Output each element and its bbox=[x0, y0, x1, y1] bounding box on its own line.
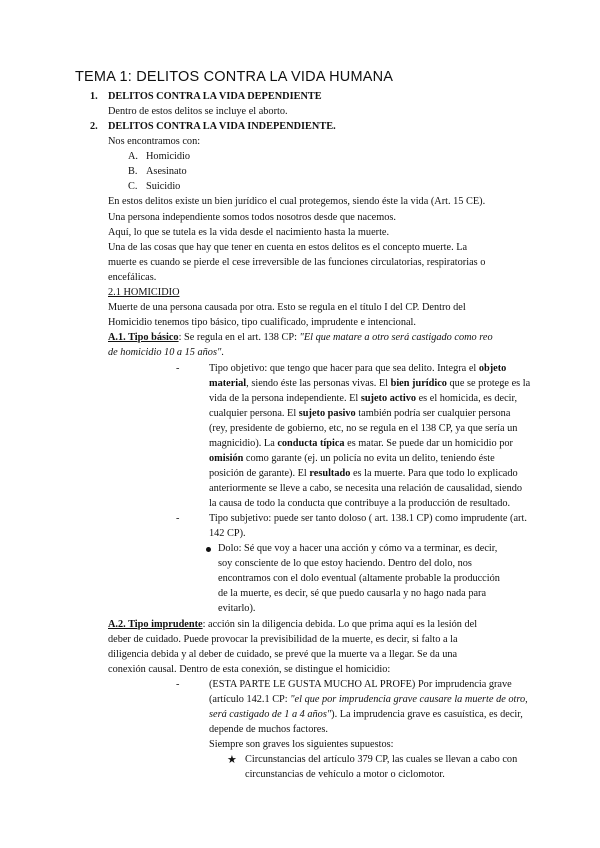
section-2-intro: Nos encontramos con: bbox=[108, 136, 201, 147]
dolo-line: de la muerte, es decir, sé que puedo causarla y no hago nada para bbox=[218, 588, 487, 599]
subsection-heading: 2.1 HOMICIDIO bbox=[108, 287, 180, 298]
imprudencia-grave-line: (artículo 142.1 CP: "el que por imprudencia grave causare la muerte de otro, bbox=[209, 694, 528, 705]
bullet-dot-icon bbox=[206, 547, 211, 552]
quote: "El que matare a otro será castigado como reo bbox=[299, 332, 493, 343]
dash-marker: - bbox=[176, 513, 180, 524]
section-1-number: 1. bbox=[90, 91, 98, 102]
star-item-line: Circunstancias del artículo 379 CP, las cuales se llevan a cabo con bbox=[245, 754, 518, 765]
star-item-line: circunstancias de vehículo a motor o ciclomotor. bbox=[245, 769, 445, 780]
section-2-heading: DELITOS CONTRA LA VIDA INDEPENDIENTE. bbox=[108, 121, 336, 132]
tipo-imprudente-label: A.2. Tipo imprudente bbox=[108, 619, 203, 630]
tipo-objetivo-line: vida de la persona independiente. El sujeto activo es el homicida, es decir, bbox=[209, 393, 518, 404]
imprudencia-grave-line: Siempre son graves los siguientes supuestos: bbox=[209, 739, 394, 750]
paragraph-line: muerte es cuando se pierde el cese irreversible de las funciones circulatorias, respiratorias o bbox=[108, 257, 486, 268]
dolo-line: Dolo: Sé que voy a hacer una acción y cómo va a terminar, es decir, bbox=[218, 543, 498, 554]
tipo-objetivo-line: anteriormente se lleve a cabo, se necesita una relación de causalidad, siendo bbox=[209, 483, 523, 494]
paragraph-line: encefálicas. bbox=[108, 272, 157, 283]
list-item: Homicidio bbox=[146, 151, 191, 162]
list-item-letter: A. bbox=[128, 151, 139, 162]
dash-marker: - bbox=[176, 363, 180, 374]
list-item-letter: B. bbox=[128, 166, 138, 177]
star-icon: ★ bbox=[227, 754, 237, 766]
tipo-objetivo-line: omisión como garante (ej. un policía no evita un delito, teniendo éste bbox=[209, 453, 495, 464]
section-2-number: 2. bbox=[90, 121, 98, 132]
paragraph-line: Aquí, lo que se tutela es la vida desde el nacimiento hasta la muerte. bbox=[108, 227, 390, 238]
tipo-objetivo-line: cualquier persona. El sujeto pasivo también podría ser cualquier persona bbox=[209, 408, 511, 419]
section-1-text: Dentro de estos delitos se incluye el aborto. bbox=[108, 106, 288, 117]
tipo-basico-label: A.1. Tipo básico bbox=[108, 332, 179, 343]
paragraph-line: En estos delitos existe un bien jurídico el cual protegemos, siendo éste la vida (Art. 15 CE). bbox=[108, 196, 486, 207]
tipo-objetivo-line: magnicidio). La conducta típica es matar. Se puede dar un homicidio por bbox=[209, 438, 513, 449]
tipo-imprudente-line: conexión causal. Dentro de esta conexión, se distingue el homicidio: bbox=[108, 664, 391, 675]
tipo-objetivo-line: material, siendo éste las personas vivas. El bien jurídico que se protege es la bbox=[209, 378, 531, 389]
list-item: Suicidio bbox=[146, 181, 181, 192]
tipo-imprudente-line: diligencia debida y al deber de cuidado, se prevé que la muerte va a llegar. Se da una bbox=[108, 649, 458, 660]
tipo-objetivo-line: posición de garante). El resultado es la muerte. Para que todo lo explicado bbox=[209, 468, 518, 479]
tipo-objetivo-line: Tipo objetivo: que tengo que hacer para que sea delito. Integra el objeto bbox=[209, 363, 507, 374]
tipo-basico-line: de homicidio 10 a 15 años". bbox=[108, 347, 224, 358]
section-1-heading: DELITOS CONTRA LA VIDA DEPENDIENTE bbox=[108, 91, 322, 102]
list-item-letter: C. bbox=[128, 181, 138, 192]
dolo-line: encontramos con el dolo eventual (altamente probable la producción bbox=[218, 573, 500, 584]
imprudencia-grave-line: será castigado de 1 a 4 años"). La imprudencia grave es casuística, es decir, bbox=[209, 709, 523, 720]
tipo-objetivo-line: la causa de todo la conducta que contribuye a la producción de resultado. bbox=[209, 498, 511, 509]
list-item: Asesinato bbox=[146, 166, 187, 177]
dolo-line: evitarlo). bbox=[218, 603, 256, 614]
tipo-basico-line: A.1. Tipo básico: Se regula en el art. 138 CP: "El que matare a otro será castigado como reo bbox=[108, 332, 493, 343]
paragraph-line: Homicidio tenemos tipo básico, tipo cualificado, imprudente e intencional. bbox=[108, 317, 416, 328]
paragraph-line: Una persona independiente somos todos nosotros desde que nacemos. bbox=[108, 212, 396, 223]
tipo-objetivo-line: (rey, presidente de gobierno, etc, no se regula en el 138 CP, ya que sería un bbox=[209, 423, 518, 434]
imprudencia-grave-line: (ESTA PARTE LE GUSTA MUCHO AL PROFE) Por imprudencia grave bbox=[209, 679, 512, 690]
paragraph-line: Una de las cosas que hay que tener en cuenta en estos delitos es el concepto muerte. La bbox=[108, 242, 468, 253]
dolo-line: soy consciente de lo que estoy haciendo. Dentro del dolo, nos bbox=[218, 558, 472, 569]
tipo-imprudente-line: deber de cuidado. Puede provocar la previsibilidad de la muerte, es decir, si falto a la bbox=[108, 634, 458, 645]
tipo-subjetivo-line: 142 CP). bbox=[209, 528, 246, 539]
imprudencia-grave-line: depende de muchos factores. bbox=[209, 724, 328, 735]
tipo-imprudente-line: A.2. Tipo imprudente: acción sin la diligencia debida. Lo que prima aquí es la lesión del bbox=[108, 619, 478, 630]
dash-marker: - bbox=[176, 679, 180, 690]
tipo-subjetivo-line: Tipo subjetivo: puede ser tanto doloso ( art. 138.1 CP) como imprudente (art. bbox=[209, 513, 527, 524]
page-title: TEMA 1: DELITOS CONTRA LA VIDA HUMANA bbox=[75, 69, 394, 85]
paragraph-line: Muerte de una persona causada por otra. Esto se regula en el título I del CP. Dentro del bbox=[108, 302, 466, 313]
